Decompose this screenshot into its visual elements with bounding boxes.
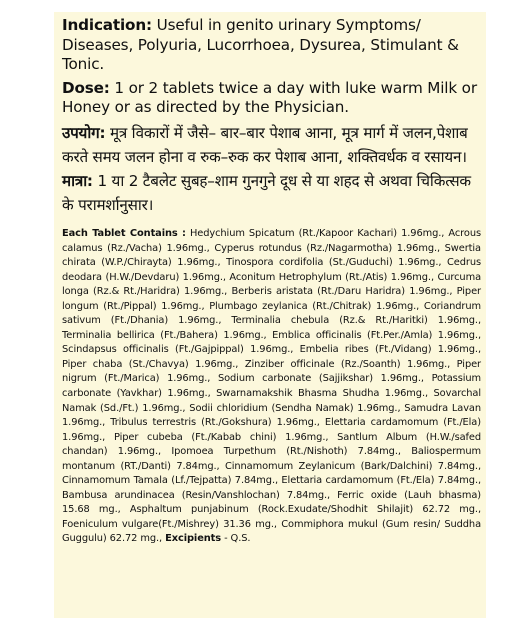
composition-label: Each Tablet Contains : (62, 227, 186, 239)
dose-text: 1 or 2 tablets twice a day with luke warm Milk or Honey or as directed by the Physician. (62, 78, 477, 117)
dose-label: Dose: (62, 78, 110, 97)
composition-paragraph (62, 227, 481, 547)
excipients-label: Excipients (165, 533, 222, 545)
excipients-text: - Q.S. (221, 533, 251, 545)
indication-paragraph (62, 16, 481, 75)
matra-paragraph (62, 169, 481, 217)
composition-text: Hedychium Spicatum (Rt./Kapoor Kachari) 1.96mg., Acrous calamus (Rz./Vacha) 1.96mg., Cyperus rotundus (Rz./Nagarmotha) 1.96mg., Swertia chirata (W.P./Chirayta) 1.96mg., Tinospora cordifolia (St./Guduchi) 1.96mg., Cedrus deodara (H.W./Devdaru) 1.96mg., Aconitum Hetrophylum (Rt./Atis) 1.96mg., Curcuma longa (Rz.& Rt./Haridra) 1.96mg., Berberis aristata (Rt./Daru Haridra) 1.96mg., Piper longum (Rt./Pippal) 1.96mg., Plumbago zeylanica (Rt./Chitrak) 1.96mg., Coriandrum sativum (Ft./Dhania) 1.96mg., Terminalia chebula (Rz.& Rt./Haritki) 1.96mg., Terminalia bellirica (Ft./Bahera) 1.96mg., Emblica officinalis (Ft.Per./Amla) 1.96mg., Scindapsus officinalis (Ft./Gajpippal) 1.96mg., Embelia ribes (Ft./Vidang) 1.96mg., Piper chaba (St./Chavya) 1.96mg., Zinziber officinale (Rz./Soanth) 1.96mg., Piper nigrum (Ft./Marica) 1.96mg., Sodium carbonate (Sajjikshar) 1.96mg., Potassium carbonate (Yavkhar) 1.96mg., Swarnamakshik Bhasma Shudha 1.96mg., Sovarchal Namak (Sd./Ft.) 1.96mg., Sodii chloridium (Sendha Namak) 1.96mg., Samudra Lavan 1.96mg., Tribulus terrestris (Rt./Gokshura) 1.96mg., Elettaria cardamomum (Ft./Ela) 1.96mg., Piper cubeba (Ft./Kabab chini) 1.96mg., Santlum Album (H.W./safed chandan) 1.96mg., Ipomoea Turpethum (Rt./Nishoth) 7.84mg., Baliospermum montanum (RT./Danti) 7.84mg., Cinnamomum Zeylanicum (Bark/Dalchini) 7.84mg., Cinnamomum Tamala (Lf./Tejpatta) 7.84mg., Elettaria cardamomum (Ft./Ela) 7.84mg., Bambusa arundinacea (Resin/Vanshlochan) 7.84mg., Ferric oxide (Lauh bhasma) 15.68 mg., Asphaltum punjabinum (Rock.Exudate/Shodhit Shilajit) 62.72 mg., Foeniculum vulgare(Ft./Mishrey) 31.36 mg., Commiphora mukul (Gum resin/ Suddha Guggulu) 62.72 mg., (62, 227, 481, 545)
matra-text: 1 या 2 टैबलेट सुबह–शाम गुनगुने दूध से या शहद से अथवा चिकित्सक के परामर्शानुसार। (62, 171, 471, 214)
upyog-label: उपयोग: (62, 123, 106, 142)
matra-label: मात्रा: (62, 171, 93, 190)
product-label-panel (54, 12, 486, 618)
upyog-text: मूत्र विकारों में जैसे– बार–बार पेशाब आना, मूत्र मार्ग में जलन,पेशाब करते समय जलन होना व रुक–रुक कर पेशाब आना, शक्तिवर्धक व रसायन। (62, 123, 468, 166)
dose-paragraph (62, 79, 481, 118)
indication-text: Useful in genito urinary Symptoms/ Diseases, Polyuria, Lucorrhoea, Dysurea, Stimulant & Tonic. (62, 16, 459, 74)
indication-label: Indication: (62, 16, 152, 34)
upyog-paragraph (62, 121, 481, 169)
